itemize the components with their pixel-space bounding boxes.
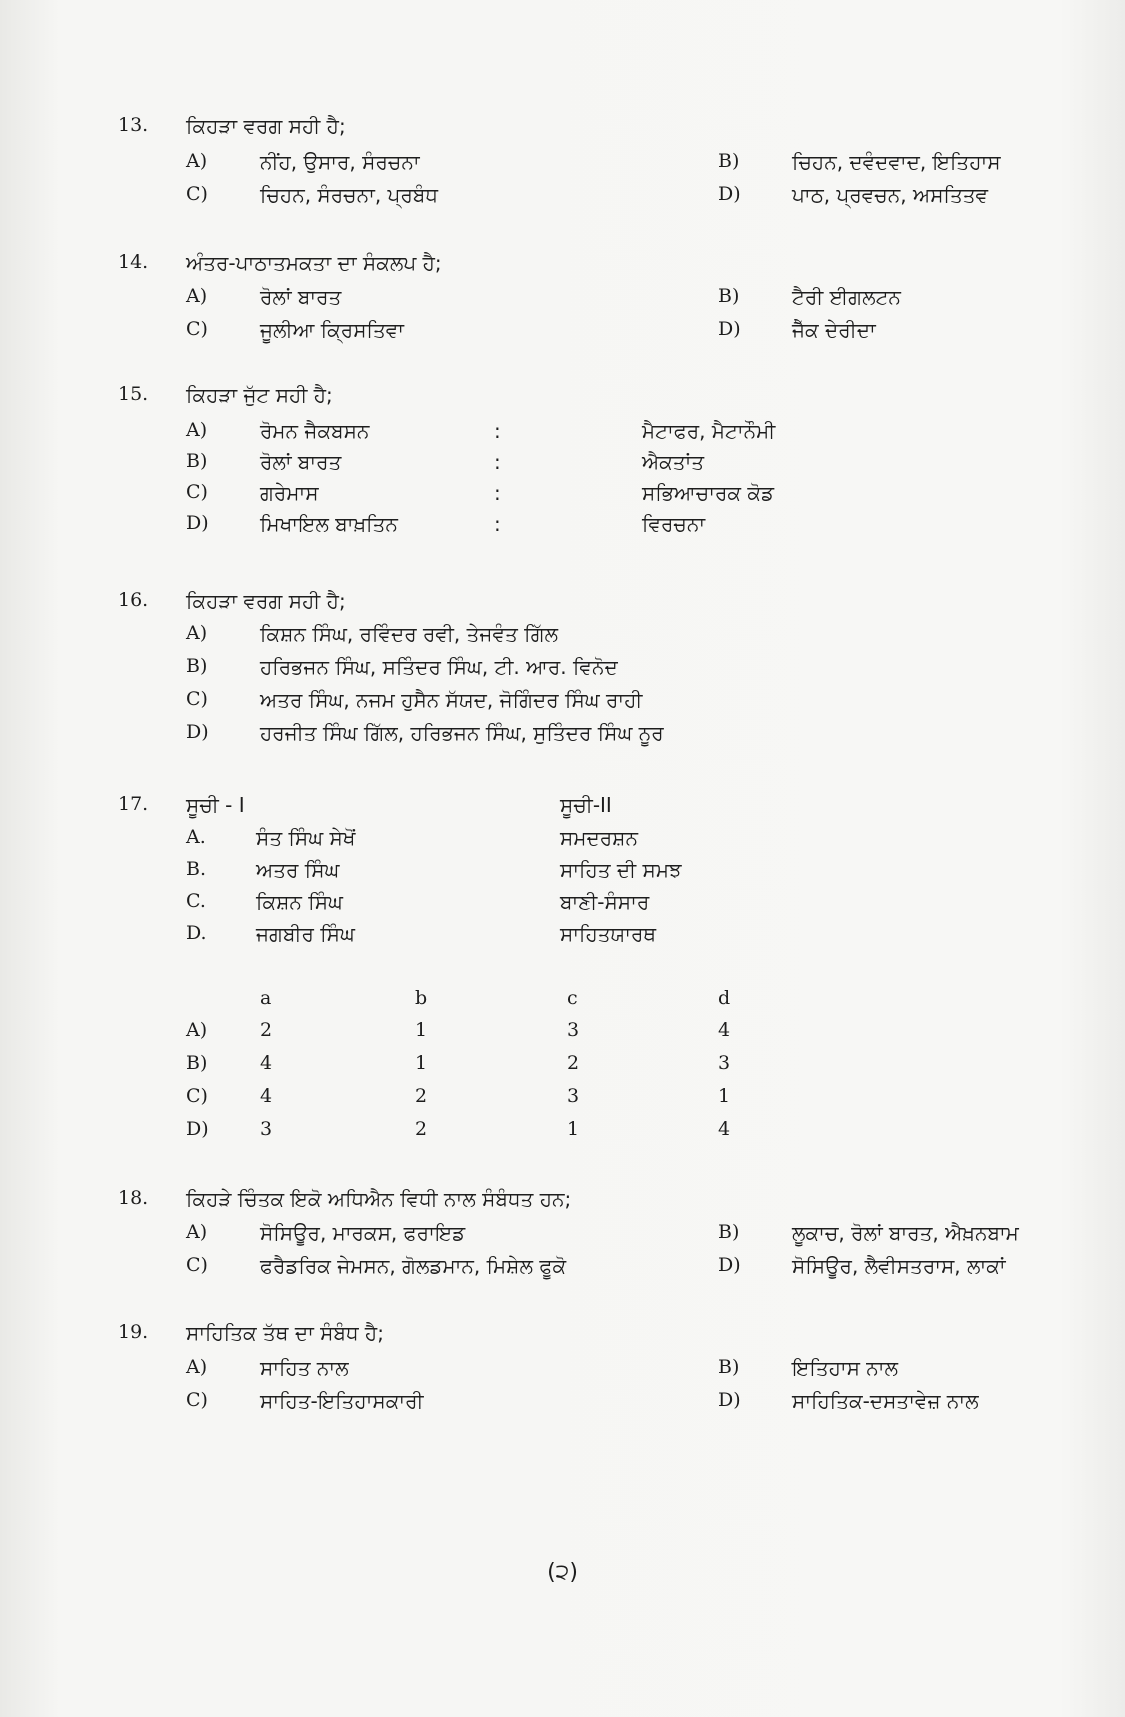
list-1-heading: ਸੂਚੀ - I: [186, 793, 245, 817]
question-number: 14.: [118, 251, 149, 273]
page-number: (੨): [547, 1560, 578, 1585]
pair-c: C) ਗਰੇਮਾਸ : ਸਭਿਆਚਾਰਕ ਕੋਡ: [186, 481, 775, 505]
pair-d: D) ਮਿਖਾਇਲ ਬਾਖ਼ਤਿਨ : ਵਿਰਚਨਾ: [186, 512, 706, 536]
question-text: ਕਿਹੜੇ ਚਿੰਤਕ ਇਕੋ ਅਧਿਐਨ ਵਿਧੀ ਨਾਲ ਸੰਬੰਧਤ ਹਨ;: [186, 1187, 572, 1211]
pair-b: B) ਰੋਲਾਂ ਬਾਰਤ : ਐਕਤਾਂਤ: [186, 450, 705, 474]
match-item-b: B. ਅਤਰ ਸਿੰਘ ਸਾਹਿਤ ਦੀ ਸਮਝ: [186, 858, 682, 882]
match-item-c: C. ਕਿਸ਼ਨ ਸਿੰਘ ਬਾਣੀ-ਸੰਸਾਰ: [186, 890, 650, 914]
grid-head-d: d: [718, 987, 731, 1009]
list-2-heading: ਸੂਚੀ-II: [560, 793, 612, 817]
pair-a: A) ਰੋਮਨ ਜੈਕਬਸਨ : ਮੈਟਾਫਰ, ਮੈਟਾਨੌਮੀ: [186, 419, 776, 443]
question-text: ਕਿਹੜਾ ਵਰਗ ਸਹੀ ਹੈ;: [186, 114, 346, 138]
match-item-d: D. ਜਗਬੀਰ ਸਿੰਘ ਸਾਹਿਤਯਾਰਥ: [186, 922, 657, 946]
grid-head-a: a: [260, 987, 272, 1009]
question-number: 16.: [118, 589, 149, 611]
question-number: 15.: [118, 383, 149, 405]
match-item-a: A. ਸੰਤ ਸਿੰਘ ਸੇਖੋਂ ਸਮਦਰਸ਼ਨ: [186, 826, 638, 850]
question-text: ਕਿਹੜਾ ਜੁੱਟ ਸਹੀ ਹੈ;: [186, 383, 333, 407]
grid-head-b: b: [415, 987, 428, 1009]
question-number: 17.: [118, 793, 149, 815]
exam-page: 13. ਕਿਹੜਾ ਵਰਗ ਸਹੀ ਹੈ; A) ਨੀਂਹ, ਉਸਾਰ, ਸੰਰਚਨਾ B) ਚਿਹਨ, ਦਵੰਦਵਾਦ, ਇਤਿਹਾਸ C) ਚਿਹਨ, ਸੰਰਚਨਾ, ਪ੍ਰਬੰਧ D) ਪਾਠ, ਪ੍ਰਵਚਨ, ਅਸਤਿਤਵ 14. ਅੰਤਰ-ਪਾਠਾਤਮਕਤਾ ਦਾ ਸੰਕਲਪ ਹੈ; A) ਰੋਲਾਂ ਬਾਰਤ B) ਟੈਰੀ ਈਗਲਟਨ C) ਜੂਲੀਆ ਕ੍ਰਿਸਤਿਵਾ D) ਜੈੱਕ ਦੇਰੀਦਾ 15. ਕਿਹੜਾ ਜੁੱਟ ਸਹੀ ਹੈ; A) ਰੋਮਨ ਜੈਕਬਸਨ : ਮੈਟਾਫਰ, ਮੈਟਾਨੌਮੀ B) ਰੋਲਾਂ ਬਾਰਤ : ਐਕਤਾਂਤ C) ਗਰੇਮਾਸ : ਸਭਿਆਚਾਰਕ ਕੋਡ D) ਮਿਖਾਇਲ ਬਾਖ਼ਤਿਨ : ਵਿਰਚਨਾ 16. ਕਿਹੜਾ ਵਰਗ ਸਹੀ ਹੈ; A) ਕਿਸ਼ਨ ਸਿੰਘ, ਰਵਿੰਦਰ ਰਵੀ, ਤੇਜਵੰਤ ਗਿੱਲ B) ਹਰਿਭਜਨ ਸਿੰਘ, ਸਤਿੰਦਰ ਸਿੰਘ, ਟੀ. ਆਰ. ਵਿਨੋਦ C) ਅਤਰ ਸਿੰਘ, ਨਜਮ ਹੁਸੈਨ ਸੱਯਦ, ਜੋਗਿੰਦਰ ਸਿੰਘ ਰਾਹੀ D) ਹਰਜੀਤ ਸਿੰਘ ਗਿੱਲ, ਹਰਿਭਜਨ ਸਿੰਘ, ਸੁਤਿੰਦਰ ਸਿੰਘ ਨੂਰ 17. ਸੂਚੀ - I ਸੂਚੀ-II A. ਸੰਤ ਸਿੰਘ ਸੇਖੋਂ ਸਮਦਰਸ਼ਨ B. ਅਤਰ ਸਿੰਘ ਸਾਹਿਤ ਦੀ ਸਮਝ C. ਕਿਸ਼ਨ ਸਿੰਘ ਬਾਣੀ-ਸੰਸਾਰ D. ਜਗਬੀਰ ਸਿੰਘ ਸਾਹਿਤਯਾਰਥ a b c d A) 2 1 3 4 B) 4 1 2 3 C) 4 2 3 1 D) 3 2 1 4 18. ਕਿਹੜੇ ਚਿੰਤਕ ਇਕੋ ਅਧਿਐਨ ਵਿਧੀ ਨਾਲ ਸੰਬੰਧਤ ਹਨ; A) ਸੋਸਿਊਰ, ਮਾਰਕਸ, ਫਰਾਇਡ B) ਲੂਕਾਚ, ਰੋਲਾਂ ਬਾਰਤ, ਐਖ਼ਨਬਾਮ C) ਫਰੈਡਰਿਕ ਜੇਮਸਨ, ਗੋਲਡਮਾਨ, ਮਿਸ਼ੇਲ ਫੂਕੋ D) ਸੋਸਿਊਰ, ਲੈਵੀਸਤਰਾਸ, ਲਾਕਾਂ 19. ਸਾਹਿਤਿਕ ਤੱਥ ਦਾ ਸੰਬੰਧ ਹੈ; A) ਸਾਹਿਤ ਨਾਲ B) ਇਤਿਹਾਸ ਨਾਲ C) ਸਾਹਿਤ-ਇਤਿਹਾਸਕਾਰੀ D) ਸਾਹਿਤਿਕ-ਦਸਤਾਵੇਜ਼ ਨਾਲ (੨): [0, 0, 1125, 1717]
question-text: ਕਿਹੜਾ ਵਰਗ ਸਹੀ ਹੈ;: [186, 589, 346, 613]
question-number: 13.: [118, 114, 149, 136]
question-number: 18.: [118, 1187, 149, 1209]
question-number: 19.: [118, 1321, 149, 1343]
grid-head-c: c: [567, 987, 578, 1009]
question-text: ਸਾਹਿਤਿਕ ਤੱਥ ਦਾ ਸੰਬੰਧ ਹੈ;: [186, 1321, 384, 1345]
question-text: ਅੰਤਰ-ਪਾਠਾਤਮਕਤਾ ਦਾ ਸੰਕਲਪ ਹੈ;: [186, 251, 442, 275]
